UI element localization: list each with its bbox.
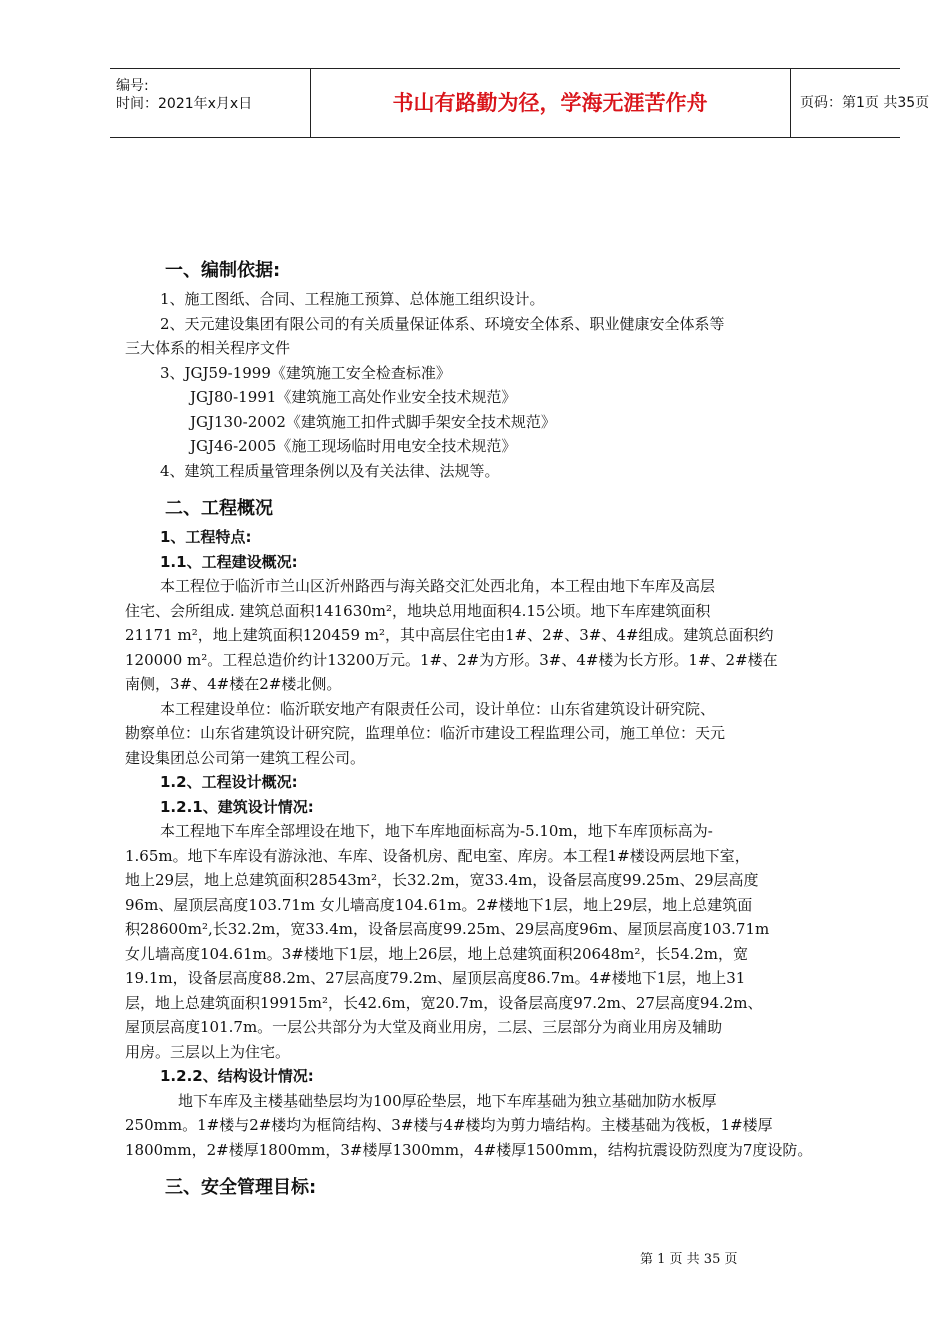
doc-number-label: 编号: (116, 78, 149, 94)
doc-time-label: 时间：2021年x月x日 (116, 96, 253, 112)
paragraph-line: 勘察单位：山东省建筑设计研究院，监理单位：临沂市建设工程监理公司，施工单位：天元 (125, 724, 726, 742)
document-body (125, 255, 885, 1204)
paragraph-line: 2、天元建设集团有限公司的有关质量保证体系、环境安全体系、职业健康安全体系等 (160, 314, 725, 333)
paragraph-line: 建设集团总公司第一建筑工程公司。 (125, 748, 366, 767)
paragraph-line: 住宅、会所组成. 建筑总面积141630m²，地块总用地面积4.15公顷。地下车库建筑面积 (125, 601, 711, 620)
paragraph-line: JGJ80-1991《建筑施工高处作业安全技术规范》 (190, 388, 517, 406)
paragraph-line: 250mm。1#楼与2#楼均为框筒结构、3#楼与4#楼均为剪力墙结构。主楼基础为筏板，1#楼厚 (125, 1116, 773, 1134)
section-title: 一、编制依据: (165, 260, 281, 281)
header-page-info: 页码：第1页 共35页 (800, 95, 930, 111)
page-footer: 第 1 页 共 35 页 (640, 1252, 738, 1267)
header-meta (110, 69, 311, 137)
paragraph-line: 3、JGJ59-1999《建筑施工安全检查标准》 (160, 363, 451, 382)
paragraph-line: 地上29层，地上总建筑面积28543m²，长32.2m，宽33.4m，设备层高度99.25m、29层高度 (125, 871, 759, 889)
subsection-title: 1.2、工程设计概况: (160, 773, 298, 791)
paragraph-line: 本工程位于临沂市兰山区沂州路西与海关路交汇处西北角，本工程由地下车库及高层 (160, 577, 716, 595)
paragraph-line: 层，地上总建筑面积19915m²，长42.6m，宽20.7m，设备层高度97.2m、27层高度94.2m、 (125, 993, 763, 1012)
paragraph-line: 21171 m²，地上建筑面积120459 m²，其中高层住宅由1#、2#、3#、4#组成。建筑总面积约 (125, 626, 774, 644)
paragraph-line: 三大体系的相关程序文件 (125, 339, 291, 357)
paragraph-line: JGJ46-2005《施工现场临时用电安全技术规范》 (190, 437, 517, 455)
subsection-title: 1.2.2、结构设计情况: (160, 1067, 314, 1085)
subsection-title: 1.2.1、建筑设计情况: (160, 797, 314, 816)
paragraph-line: 本工程地下车库全部埋设在地下，地下车库地面标高为-5.10m，地下车库顶标高为- (160, 822, 713, 840)
paragraph-line: 南侧，3#、4#楼在2#楼北侧。 (125, 675, 342, 693)
paragraph-line: 96m、屋顶层高度103.71m 女儿墙高度104.61m。2#楼地下1层，地上29层，地上总建筑面 (125, 895, 753, 914)
paragraph-line: 积28600m²,长32.2m，宽33.4m，设备层高度99.25m、29层高度96m、屋顶层高度103.71m (125, 920, 770, 938)
section-title: 三、安全管理目标: (165, 1177, 317, 1198)
paragraph-line: 120000 m²。工程总造价约计13200万元。1#、2#为方形。3#、4#楼为长方形。1#、2#楼在 (125, 650, 778, 669)
paragraph-line: 19.1m，设备层高度88.2m、27层高度79.2m、屋顶层高度86.7m。4#楼地下1层，地上31 (125, 969, 746, 987)
paragraph-line: 本工程建设单位：临沂联安地产有限责任公司，设计单位：山东省建筑设计研究院、 (160, 699, 716, 718)
paragraph-line: 地下车库及主楼基础垫层均为100厚砼垫层，地下车库基础为独立基础加防水板厚 (178, 1091, 717, 1110)
header-motto: 书山有路勤为径，学海无涯苦作舟 (310, 69, 791, 137)
paragraph-line: 4、建筑工程质量管理条例以及有关法律、法规等。 (160, 461, 500, 480)
section-title: 二、工程概况 (165, 498, 273, 519)
subsection-title: 1、工程特点: (160, 528, 252, 546)
paragraph-line: 1800mm，2#楼厚1800mm，3#楼厚1300mm，4#楼厚1500mm，结构抗震设防烈度为7度设防。 (125, 1140, 813, 1159)
paragraph-line: 1.65m。地下车库设有游泳池、车库、设备机房、配电室、库房。本工程1#楼设两层地下室， (125, 846, 750, 865)
paragraph-line: 屋顶层高度101.7m。一层公共部分为大堂及商业用房，二层、三层部分为商业用房及辅助 (125, 1018, 723, 1036)
paragraph-line: 女儿墙高度104.61m。3#楼地下1层，地上26层，地上总建筑面积20648m²，长54.2m，宽 (125, 944, 749, 963)
subsection-title: 1.1、工程建设概况: (160, 552, 298, 571)
paragraph-line: 1、施工图纸、合同、工程施工预算、总体施工组织设计。 (160, 290, 545, 308)
paragraph-line: 用房。三层以上为住宅。 (125, 1042, 291, 1061)
paragraph-line: JGJ130-2002《建筑施工扣件式脚手架安全技术规范》 (190, 412, 556, 431)
page-header (110, 68, 930, 138)
